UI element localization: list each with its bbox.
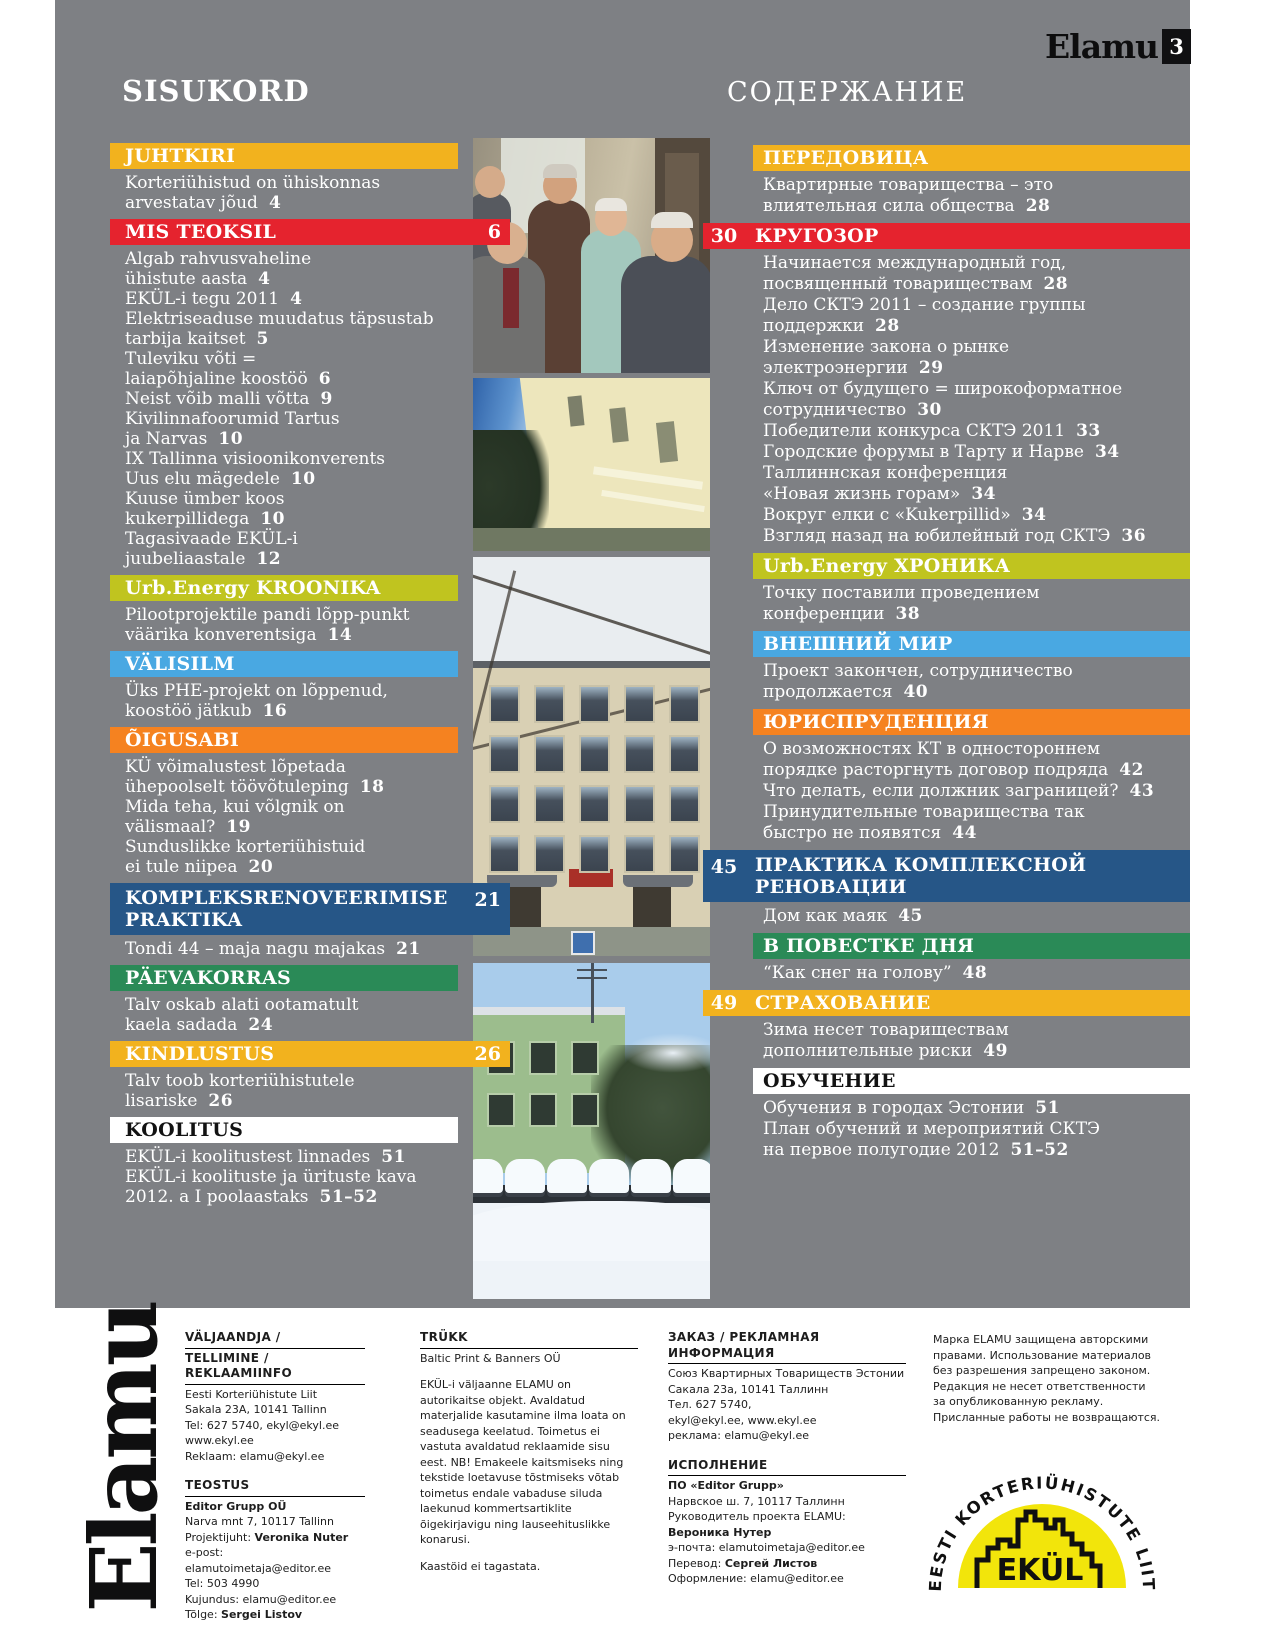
- toc-item-page: 38: [895, 604, 921, 624]
- section-title: СТРАХОВАНИЕ: [755, 992, 931, 1014]
- window: [534, 685, 565, 723]
- section-bar-obuchenie: [753, 1068, 1190, 1094]
- footer-line: Kujundus: elamu@editor.ee: [185, 1592, 337, 1606]
- section-items: [110, 757, 510, 877]
- toc-item: Обучения в городах Эстонии 51: [763, 1098, 1060, 1118]
- footer-line: Eesti Korteriühistute Liit: [185, 1387, 318, 1401]
- footer-line: Baltic Print & Banners OÜ: [420, 1351, 561, 1365]
- snow-covered-car: [631, 1159, 671, 1193]
- window: [529, 1093, 557, 1127]
- toc-item: KÜ võimalustest lõpetada ühepoolselt töövõtuleping 18: [125, 757, 385, 797]
- footer-line: ekyl@ekyl.ee, www.ekyl.ee: [668, 1413, 817, 1427]
- toc-item: Городские форумы в Тарту и Нарве 34: [763, 442, 1120, 462]
- page-number-badge: 3: [1162, 29, 1191, 64]
- footer-line: Reklaam: elamu@ekyl.ee: [185, 1449, 325, 1463]
- footer-block: [933, 1332, 1161, 1425]
- window: [534, 835, 565, 873]
- toc-item-page: 24: [248, 1015, 274, 1035]
- window: [669, 685, 700, 723]
- toc-item: Квартирные товарищества – это влиятельная сила общества 28: [763, 175, 1054, 216]
- toc-item-page: 51–52: [319, 1187, 378, 1207]
- toc-item-page: 18: [359, 777, 385, 797]
- toc-item-page: 19: [226, 817, 251, 837]
- section-items: [753, 661, 1240, 703]
- toc-estonian: [110, 140, 510, 1213]
- toc-item: Ключ от будущего = широкоформатное сотрудничество 30: [763, 379, 1123, 420]
- toc-item-page: 51–52: [1010, 1140, 1069, 1160]
- footer-line: Projektijuht: Veronika Nuter: [185, 1530, 349, 1544]
- toc-item-page: 28: [875, 316, 900, 336]
- ekul-association-logo: [922, 1448, 1166, 1618]
- toc-item: Что делать, если должник заграницей? 43: [763, 781, 1155, 801]
- section-items: [110, 939, 510, 959]
- toc-russian: [710, 142, 1240, 1167]
- toc-item-page: 16: [262, 701, 288, 721]
- toc-item-page: 34: [1021, 505, 1047, 525]
- photo-page-number: 6: [487, 221, 501, 243]
- section-bar-yurisprudentsiya: [753, 709, 1190, 735]
- toc-item: EKÜL-i tegu 2011 4: [125, 289, 303, 309]
- section-title: ОБУЧЕНИЕ: [763, 1070, 896, 1092]
- toc-item-page: 14: [327, 625, 353, 645]
- toc-item-page: 10: [218, 429, 244, 449]
- toc-item: Проект закончен, сотрудничество продолжается 40: [763, 661, 1073, 702]
- toc-item-page: 4: [290, 289, 303, 309]
- toc-item: “Как снег на голову” 48: [763, 963, 988, 983]
- section-title: В ПОВЕСТКЕ ДНЯ: [763, 935, 975, 957]
- footer-line: Оформление: elamu@editor.ee: [668, 1572, 844, 1585]
- photo-page-number: 49: [710, 992, 738, 1014]
- section-items: [753, 1020, 1240, 1062]
- toc-item: Talv oskab alati ootamatult kaela sadada 24: [125, 995, 359, 1035]
- snow-covered-car: [547, 1159, 587, 1193]
- toc-item-page: 6: [318, 369, 332, 389]
- footer-line: Sakala 23A, 10141 Tallinn: [185, 1403, 327, 1416]
- toc-item-page: 51: [1035, 1098, 1060, 1118]
- footer-line: Tel: 503 4990: [185, 1577, 260, 1590]
- window: [669, 735, 700, 773]
- footer-line: Тел. 627 5740,: [668, 1398, 752, 1411]
- footer-line: Tõlge: Sergei Listov: [185, 1608, 303, 1621]
- section-items: [753, 739, 1240, 844]
- toc-item: Elektriseaduse muudatus täpsustab tarbija kaitset 5: [125, 309, 434, 349]
- section-bar-juhtkiri: [110, 143, 458, 169]
- toc-item: Kuuse ümber koos kukerpillidega 10: [125, 489, 286, 529]
- toc-item-page: 28: [1043, 274, 1069, 294]
- toc-item: EKÜL-i koolitustest linnades 51: [125, 1147, 406, 1167]
- section-title: ÕIGUSABI: [125, 729, 240, 751]
- window: [624, 735, 655, 773]
- footer-line: Союз Квартирных Товариществ Эстонии: [668, 1367, 905, 1380]
- footer-order-column: [668, 1330, 906, 1601]
- section-title: ПЕРЕДОВИЦА: [763, 147, 929, 169]
- toc-item: Sunduslikke korteriühistuid ei tule niipea 20: [125, 837, 366, 877]
- footer-line: Сакала 23а, 10141 Таллинн: [668, 1382, 829, 1396]
- footer-line: Руководитель проекта ELAMU: Вероника Нутер: [668, 1510, 846, 1539]
- footer-line: Перевод: Сергей Листов: [668, 1556, 818, 1570]
- toc-item-page: 4: [268, 193, 282, 213]
- footer-heading: TELLIMINE / REKLAAMIINFO: [185, 1351, 365, 1385]
- section-bar-urb-energy-kroonika: [110, 575, 458, 601]
- toc-item-page: 44: [952, 823, 977, 843]
- toc-item: Pilootprojektile pandi lõpp-punkt väärika konverentsiga 14: [125, 605, 410, 645]
- footer-line: Марка ELAMU защищена авторскими правами. Использование материалов без разрешения запрещено законом. Редакция не несет ответственности за опубликованную рекламу. Присланные работы не возвращаются.: [933, 1333, 1161, 1424]
- section-title: KINDLUSTUS: [125, 1043, 275, 1065]
- section-bar-kindlustus: [110, 1041, 510, 1067]
- section-title: PÄEVAKORRAS: [125, 967, 292, 989]
- section-title: JUHTKIRI: [125, 145, 236, 167]
- toc-item-page: 21: [396, 939, 421, 959]
- toc-item: Взгляд назад на юбилейный год СКТЭ 36: [763, 526, 1147, 546]
- snow-covered-car: [673, 1159, 710, 1193]
- section-bar-vneshniy-mir: [753, 631, 1190, 657]
- footer-publisher-column: [185, 1330, 365, 1637]
- section-items: [753, 253, 1240, 547]
- toc-item-page: 42: [1119, 760, 1144, 780]
- photo-page-number: 45: [710, 856, 738, 878]
- toc-item: Изменение закона о рынке электроэнергии 29: [763, 337, 1010, 378]
- photo-page-number: 30: [710, 225, 738, 247]
- footer-block: [668, 1330, 906, 1444]
- window: [624, 835, 655, 873]
- toc-item-page: 34: [1094, 442, 1120, 462]
- page-title-russian: СОДЕРЖАНИЕ: [727, 77, 968, 108]
- section-title: VÄLISILM: [125, 653, 235, 675]
- toc-item: Принудительные товарищества так быстро не появятся 44: [763, 802, 1085, 843]
- section-items: [110, 605, 510, 645]
- section-bar-paevakorras: [110, 965, 458, 991]
- footer-line: реклама: elamu@ekyl.ee: [668, 1429, 810, 1442]
- toc-item: Tondi 44 – maja nagu majakas 21: [125, 939, 421, 959]
- section-items: [110, 249, 510, 569]
- section-items: [753, 1098, 1240, 1161]
- toc-item: План обучений и мероприятий СКТЭ на первое полугодие 2012 51–52: [763, 1119, 1101, 1160]
- window: [579, 685, 610, 723]
- section-items: [753, 583, 1240, 625]
- ekul-arc-text: EESTI KORTERIÜHISTUTE LIIT: [925, 1473, 1159, 1592]
- toc-item-page: 33: [1076, 421, 1101, 441]
- window: [669, 835, 700, 873]
- window: [579, 785, 610, 823]
- toc-item: Korteriühistud on ühiskonnas arvestatav jõud 4: [125, 173, 381, 213]
- toc-item: Дом как маяк 45: [763, 906, 923, 926]
- section-title: MIS TEOKSIL: [125, 221, 277, 243]
- footer-line: [420, 1366, 638, 1377]
- toc-item: Точку поставили проведением конференции 38: [763, 583, 1040, 624]
- footer-line: EKÜL-i väljaanne ELAMU on autorikaitse objekt. Avaldatud materjalide kasutamine ilma loata on seadusega keelatud. Toimetus ei vastuta avaldatud reklaamide sisu eest. NB! Emakeele kaitsmiseks ning tekstide loetavuse tõstmiseks võtab toimetus endale vabaduse siluda laekunud kommertsartiklite õigekirjavigu ning lauseehituslikke konarusi.: [420, 1378, 626, 1546]
- section-bar-oigusabi: [110, 727, 458, 753]
- section-items: [110, 173, 510, 213]
- toc-item: Вокруг елки с «Kukerpillid» 34: [763, 505, 1047, 525]
- magazine-logo: Elamu: [1045, 27, 1158, 66]
- footer-line: Tel: 627 5740, ekyl@ekyl.ee: [185, 1418, 340, 1432]
- toc-item-page: 10: [260, 509, 286, 529]
- footer-heading: VÄLJAANDJA /: [185, 1330, 365, 1349]
- section-bar-mis-teoksil: [110, 219, 510, 245]
- toc-item: Tagasivaade EKÜL-i juubeliaastale 12: [125, 529, 298, 569]
- section-title: Urb.Energy ХРОНИКА: [763, 555, 1011, 577]
- section-title: ЮРИСПРУДЕНЦИЯ: [763, 711, 989, 733]
- toc-item-page: 49: [983, 1041, 1008, 1061]
- toc-item: Algab rahvusvaheline ühistute aasta 4: [125, 249, 312, 289]
- page-title-estonian: SISUKORD: [122, 74, 310, 108]
- toc-item-page: 28: [1025, 196, 1051, 216]
- toc-item-page: 20: [248, 857, 274, 877]
- photo-page-number: 26: [474, 1043, 501, 1065]
- window: [534, 735, 565, 773]
- footer-heading: TEOSTUS: [185, 1478, 365, 1497]
- window: [571, 1041, 599, 1075]
- toc-item: IX Tallinna visioonikonverents Uus elu mägedele 10: [125, 449, 386, 489]
- window: [624, 785, 655, 823]
- footer-line: Editor Grupp OÜ: [185, 1499, 287, 1513]
- toc-item-page: 45: [898, 906, 923, 926]
- section-bar-kompleksrenoveerimise-praktika: [110, 883, 510, 935]
- window: [529, 1041, 557, 1075]
- toc-item-page: 40: [903, 682, 929, 702]
- toc-item-page: 43: [1129, 781, 1155, 801]
- footer-line: www.ekyl.ee: [185, 1434, 254, 1447]
- snow-covered-car: [589, 1159, 629, 1193]
- toc-item-page: 26: [208, 1091, 234, 1111]
- footer-heading: ЗАКАЗ / РЕКЛАМНАЯ ИНФОРМАЦИЯ: [668, 1330, 906, 1364]
- toc-item-page: 51: [381, 1147, 406, 1167]
- vertical-magazine-logo: Elamu: [70, 1303, 178, 1613]
- toc-item: Начинается международный год, посвященный товариществам 28: [763, 253, 1069, 294]
- footer-line: э-почта: elamutoimetaja@editor.ee: [668, 1541, 865, 1554]
- toc-item-page: 36: [1121, 526, 1147, 546]
- footer-block: [185, 1330, 365, 1464]
- footer-rights-column: [933, 1332, 1161, 1439]
- section-bar-peredovitsa: [753, 145, 1190, 171]
- toc-item: Таллиннская конференция «Новая жизнь горам» 34: [763, 463, 1008, 504]
- toc-item: Mida teha, kui võlgnik on välismaal? 19: [125, 797, 345, 837]
- section-bar-v-povestke-dnya: [753, 933, 1190, 959]
- section-title: ПРАКТИКА КОМПЛЕКСНОЙ РЕНОВАЦИИ: [755, 854, 1087, 898]
- section-items: [110, 1071, 510, 1111]
- section-items: [110, 995, 510, 1035]
- section-bar-krugozor: [703, 223, 1190, 249]
- section-title: КРУГОЗОР: [755, 225, 879, 247]
- window: [624, 685, 655, 723]
- footer-block: [668, 1458, 906, 1587]
- window: [669, 785, 700, 823]
- section-title: Urb.Energy KROONIKA: [125, 577, 381, 599]
- toc-item-page: 10: [290, 469, 316, 489]
- toc-item: Neist võib malli võtta 9: [125, 389, 333, 409]
- section-bar-koolitus: [110, 1117, 458, 1143]
- toc-item: О возможностях КТ в одностороннем порядке расторгнуть договор подряда 42: [763, 739, 1144, 780]
- toc-item: Üks PHE-projekt on lõppenud, koostöö jätkub 16: [125, 681, 388, 721]
- toc-item-page: 5: [256, 329, 269, 349]
- footer-line: Нарвское ш. 7, 10117 Таллинн: [668, 1494, 845, 1508]
- footer-heading: ИСПОЛНЕНИЕ: [668, 1458, 906, 1477]
- toc-item: Kivilinnafoorumid Tartus ja Narvas 10: [125, 409, 340, 449]
- window: [571, 1093, 599, 1127]
- section-items: [753, 175, 1240, 217]
- section-bar-strahovanie: [703, 990, 1190, 1016]
- window: [579, 735, 610, 773]
- toc-item: Talv toob korteriühistutele lisariske 26: [125, 1071, 355, 1111]
- footer-block: [185, 1478, 365, 1623]
- section-items: [110, 681, 510, 721]
- section-title: KOMPLEKSRENOVEERIMISE PRAKTIKA: [125, 887, 448, 931]
- toc-item: Зима несет товариществам дополнительные риски 49: [763, 1020, 1009, 1061]
- window: [579, 835, 610, 873]
- footer-line: ПО «Editor Grupp»: [668, 1479, 784, 1492]
- section-items: [753, 906, 1240, 927]
- footer-line: Narva mnt 7, 10117 Tallinn: [185, 1515, 334, 1528]
- footer-line: Kaastöid ei tagastata.: [420, 1559, 541, 1573]
- footer-line: e-post: elamutoimetaja@editor.ee: [185, 1546, 332, 1575]
- snow-covered-car: [505, 1159, 545, 1193]
- section-bar-praktika-kompleksnoy-renovatsii: [703, 850, 1190, 902]
- footer-heading: TRÜKK: [420, 1330, 638, 1349]
- toc-item-page: 9: [320, 389, 333, 409]
- section-bar-urb-energy-hronika: [753, 553, 1190, 579]
- toc-item-page: 4: [258, 269, 271, 289]
- toc-item: EKÜL-i koolituste ja ürituste kava 2012. a I poolaastaks 51–52: [125, 1167, 417, 1207]
- ekul-label: EKÜL: [996, 1553, 1084, 1588]
- footer-block: [420, 1330, 638, 1574]
- toc-item-page: 48: [962, 963, 988, 983]
- photo-page-number: 21: [474, 889, 501, 911]
- window: [534, 785, 565, 823]
- section-title: KOOLITUS: [125, 1119, 244, 1141]
- section-items: [110, 1147, 510, 1207]
- section-title: ВНЕШНИЙ МИР: [763, 633, 953, 655]
- toc-item-page: 12: [256, 549, 282, 569]
- toc-item-page: 30: [917, 400, 942, 420]
- section-items: [753, 963, 1240, 984]
- toc-item: Tuleviku võti = laiapõhjaline koostöö 6: [125, 349, 332, 389]
- section-bar-valisilm: [110, 651, 458, 677]
- footer-print-column: [420, 1330, 638, 1588]
- footer-line: [420, 1548, 638, 1559]
- toc-item: Дело СКТЭ 2011 – создание группы поддержки 28: [763, 295, 1086, 336]
- toc-item-page: 34: [971, 484, 996, 504]
- toc-item-page: 29: [918, 358, 944, 378]
- toc-item: Победители конкурса СКТЭ 2011 33: [763, 421, 1101, 441]
